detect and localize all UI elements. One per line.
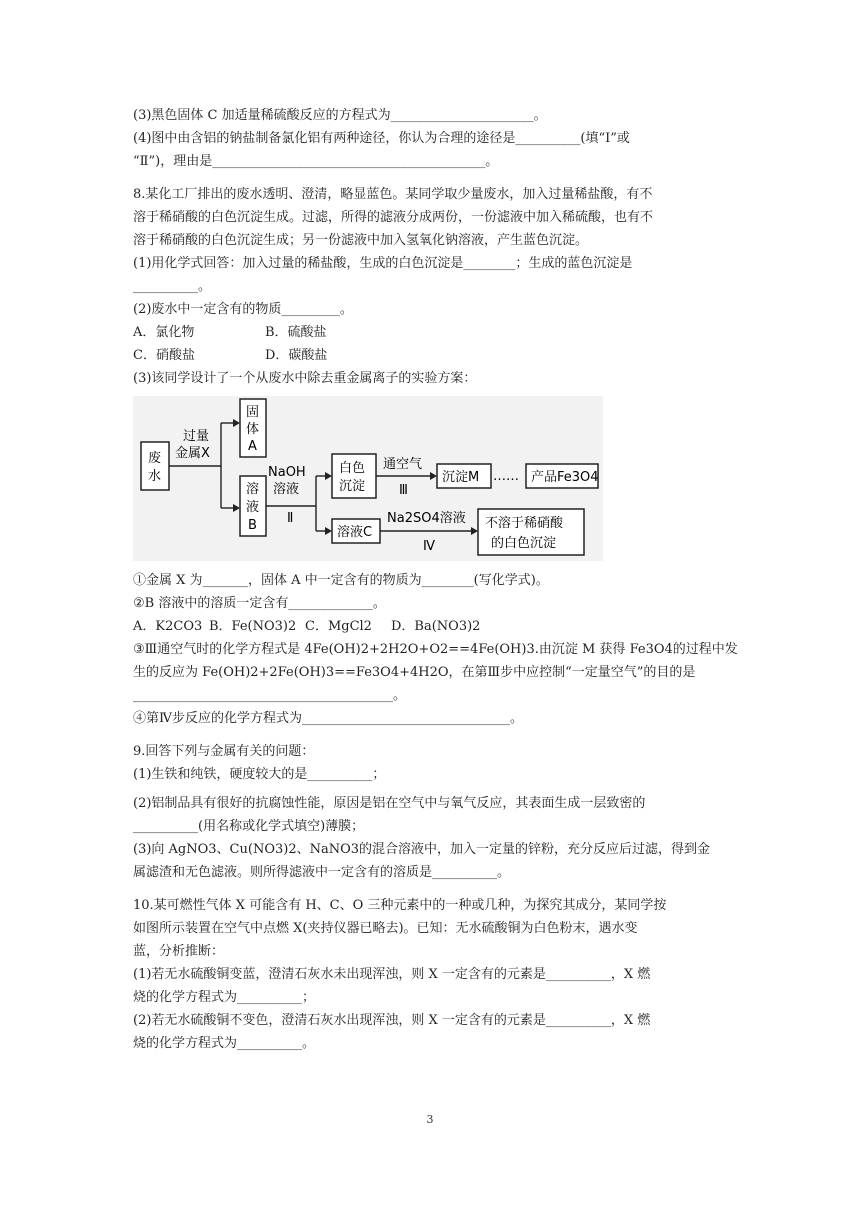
option-a: A．K2CO3 [133, 619, 203, 634]
dots-text: …… [493, 469, 519, 484]
naoh-label-2: 溶液 [273, 482, 300, 497]
product-text: 产品Fe3O4 [531, 470, 599, 485]
precipitate-m-text: 沉淀M [442, 470, 480, 485]
q10-sub2-line-b: 烧的化学方程式为__________。 [133, 1036, 316, 1051]
q10-sub1-line-b: 烧的化学方程式为__________； [133, 990, 316, 1005]
q8-sub2: (2)废水中一定含有的物质_________。 [133, 302, 353, 317]
q8-c3-line-b: 生的反应为 Fe(OH)2+2Fe(OH)3==Fe3O4+4H2O，在第Ⅲ步中应控制“一定量空气”的目的是 [133, 665, 696, 680]
na2so4-label: Na2SO4溶液 [387, 511, 466, 526]
q9-sub2-line-b: __________(用名称或化学式填空)薄膜； [133, 819, 365, 834]
q9-sub3-line-b: 属滤渣和无色滤液。则所得滤液中一定含有的溶质是__________。 [133, 865, 511, 880]
q8-c3-line-c: ________________________________________。 [133, 688, 406, 703]
step-4-label: Ⅳ [423, 539, 435, 554]
solid-a-text-1: 固 [246, 405, 260, 420]
excess-label-1: 过量 [183, 429, 210, 444]
solution-c-text: 溶液C [337, 525, 373, 540]
q8-c4: ④第Ⅳ步反应的化学方程式为________________________________。 [133, 711, 523, 726]
air-label: 通空气 [383, 457, 423, 472]
option-b: B．Fe(NO3)2 [209, 619, 297, 634]
q7-line-4b: “Ⅱ”)，理由是__________________________________________。 [133, 154, 499, 169]
waste-text-2: 水 [148, 469, 162, 484]
q8-sub2-options-row-1 [133, 321, 729, 344]
option-c: C．MgCl2 [305, 619, 372, 634]
q9-sub1: (1)生铁和纯铁，硬度较大的是__________； [133, 767, 386, 782]
q8-paragraph-line-2: 溶于稀硝酸的白色沉淀生成。过滤，所得的滤液分成两份，一份滤液中加入稀硫酸，也有不 [133, 210, 654, 225]
page-content [133, 104, 738, 1055]
solution-b-text-2: 液 [246, 500, 260, 515]
solid-a-text-2: 体 [246, 422, 260, 437]
white-precipitate-text-1: 白色 [339, 461, 366, 476]
q10-sub2-line-a: (2)若无水硫酸铜不变色，澄清石灰水出现浑浊，则 X 一定含有的元素是__________，X 燃 [133, 1013, 651, 1028]
q8-paragraph-line-1: 8.某化工厂排出的废水透明、澄清，略显蓝色。某同学取少量废水，加入过量稀盐酸，有不 [133, 187, 653, 202]
q8-sub1-line-a: (1)用化学式回答：加入过量的稀盐酸，生成的白色沉淀是________；生成的蓝色沉淀是 [133, 256, 633, 271]
white-precipitate-text-2: 沉淀 [339, 479, 366, 494]
page-number: 3 [426, 1113, 434, 1126]
step-2-label: Ⅱ [287, 511, 294, 526]
q8-c1: ①金属 X 为_______，固体 A 中一定含有的物质为________(写化学式)。 [133, 573, 549, 588]
insoluble-text-1: 不溶于稀硝酸 [485, 516, 564, 531]
q8-c3-line-a: ③Ⅲ通空气时的化学方程式是 4Fe(OH)2+2H2O+O2==4Fe(OH)3.由沉淀 M 获得 Fe3O4的过程中发 [133, 642, 738, 657]
q9-sub3-line-a: (3)向 AgNO3、Cu(NO3)2、NaNO3的混合溶液中，加入一定量的锌粉，充分反应后过滤，得到金 [133, 842, 711, 857]
q8-sub2-options-row-2 [133, 344, 729, 367]
q8-c2: ②B 溶液中的溶质一定含有_____________。 [133, 596, 386, 611]
q10-sub1-line-a: (1)若无水硫酸铜变蓝，澄清石灰水未出现浑浊，则 X 一定含有的元素是__________，X 燃 [133, 967, 651, 982]
excess-label-2: 金属X [175, 446, 210, 461]
flow-diagram [133, 396, 603, 561]
waste-text-1: 废 [148, 451, 162, 466]
option-d: D．碳酸盐 [265, 348, 328, 363]
solution-b-text-3: B [248, 518, 257, 533]
option-a: A．氯化物 [133, 325, 195, 340]
option-b: B．硫酸盐 [265, 325, 327, 340]
q8-c2-options [133, 615, 729, 638]
solution-b-text-1: 溶 [246, 482, 260, 497]
q7-line-3: (3)黑色固体 C 加适量稀硫酸反应的方程式为______________________。 [133, 108, 547, 123]
step-3-label: Ⅲ [399, 483, 408, 498]
naoh-label-1: NaOH [268, 465, 306, 480]
q8-paragraph-line-3: 溶于稀硝酸的白色沉淀生成；另一份滤液中加入氢氧化钠溶液，产生蓝色沉淀。 [133, 233, 589, 248]
option-c: C．硝酸盐 [133, 348, 195, 363]
option-d: D．Ba(NO3)2 [391, 619, 481, 634]
q10-paragraph-line-1: 10.某可燃性气体 X 可能含有 H、C、O 三种元素中的一种或几种，为探究其成分，某同学按 [133, 898, 667, 913]
q9-sub2-line-a: (2)铝制品具有很好的抗腐蚀性能，原因是铝在空气中与氧气反应，其表面生成一层致密的 [133, 796, 646, 811]
q10-paragraph-line-3: 蓝，分析推断： [133, 944, 225, 959]
q9-title: 9.回答下列与金属有关的问题： [133, 744, 315, 759]
solid-a-text-3: A [248, 439, 257, 454]
insoluble-text-2: 的白色沉淀 [491, 536, 557, 551]
q8-sub3: (3)该同学设计了一个从废水中除去重金属离子的实验方案： [133, 371, 477, 386]
q7-line-4a: (4)图中由含铝的钠盐制备氯化铝有两种途径，你认为合理的途径是__________(填“I”或 [133, 131, 630, 146]
q10-paragraph-line-2: 如图所示装置在空气中点燃 X(夹持仪器已略去)。已知：无水硫酸铜为白色粉末，遇水变 [133, 921, 638, 936]
q8-sub1-line-b: __________。 [133, 279, 212, 294]
